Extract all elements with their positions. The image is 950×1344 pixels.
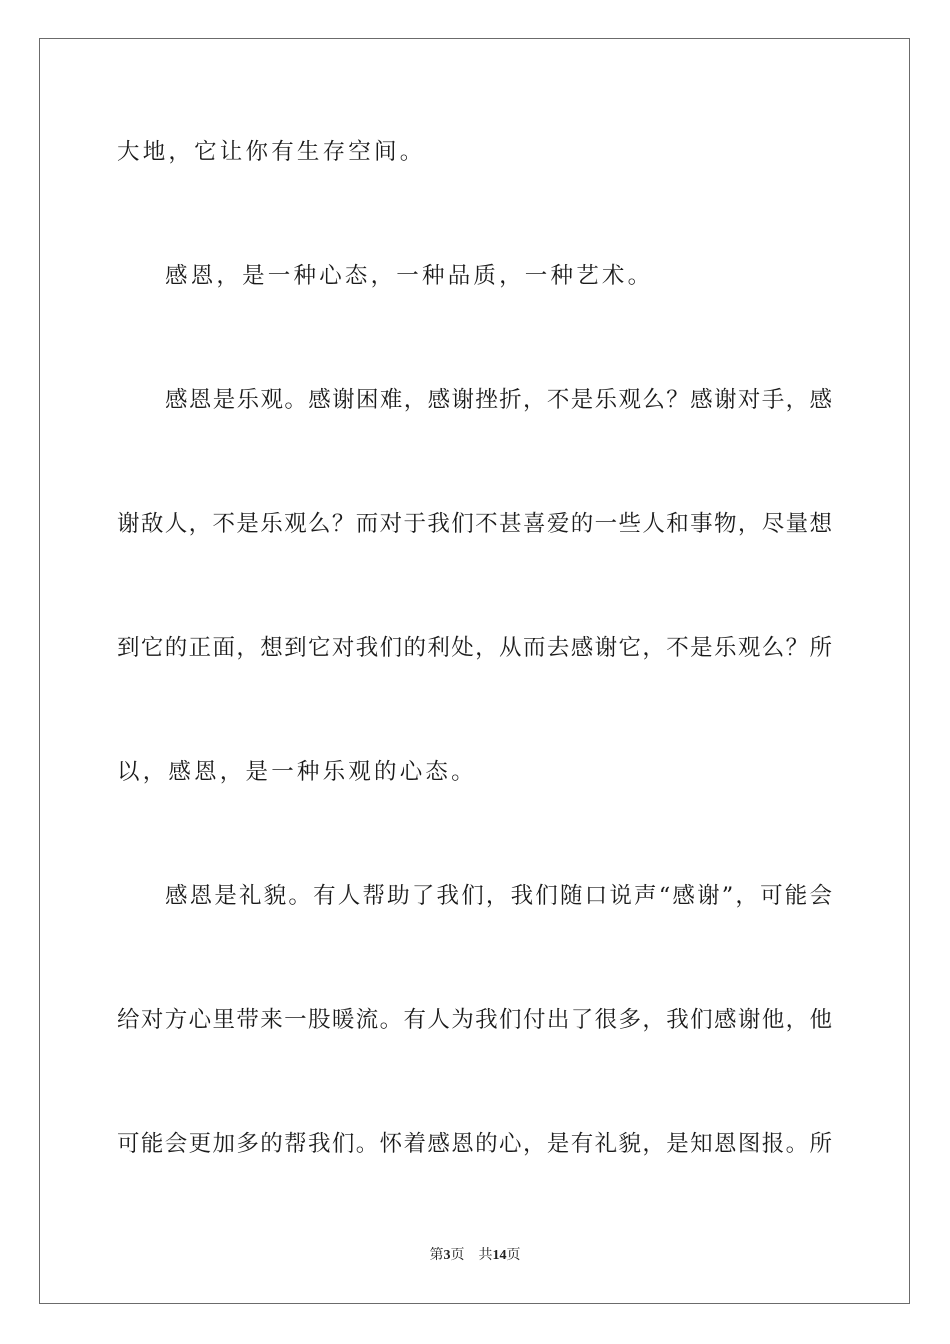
page-footer — [0, 1247, 950, 1265]
text-line-8: 给对方心里带来一股暖流。有人为我们付出了很多，我们感谢他，他 — [117, 1007, 832, 1033]
footer-page-suffix: 页 — [450, 1248, 465, 1263]
text-line-3: 感恩是乐观。感谢困难，感谢挫折，不是乐观么？感谢对手，感 — [165, 387, 832, 413]
footer-page-prefix: 第 — [429, 1248, 444, 1263]
text-line-5: 到它的正面，想到它对我们的利处，从而去感谢它，不是乐观么？所 — [117, 635, 832, 661]
text-line-7: 感恩是礼貌。有人帮助了我们，我们随口说声“感谢”，可能会 — [165, 883, 832, 909]
text-line-2: 感恩，是一种心态，一种品质，一种艺术。 — [165, 263, 654, 289]
footer-total-pages: 14 — [492, 1248, 507, 1263]
footer-total-prefix: 共 — [478, 1248, 493, 1263]
text-line-6: 以，感恩，是一种乐观的心态。 — [117, 759, 477, 785]
text-line-1: 大地，它让你有生存空间。 — [117, 139, 426, 165]
footer-page-number: 3 — [443, 1248, 451, 1263]
text-line-9: 可能会更加多的帮我们。怀着感恩的心，是有礼貌，是知恩图报。所 — [117, 1131, 832, 1157]
text-line-4: 谢敌人，不是乐观么？而对于我们不甚喜爱的一些人和事物，尽量想 — [117, 511, 832, 537]
footer-total-suffix: 页 — [506, 1248, 521, 1263]
page-frame — [39, 38, 910, 1304]
